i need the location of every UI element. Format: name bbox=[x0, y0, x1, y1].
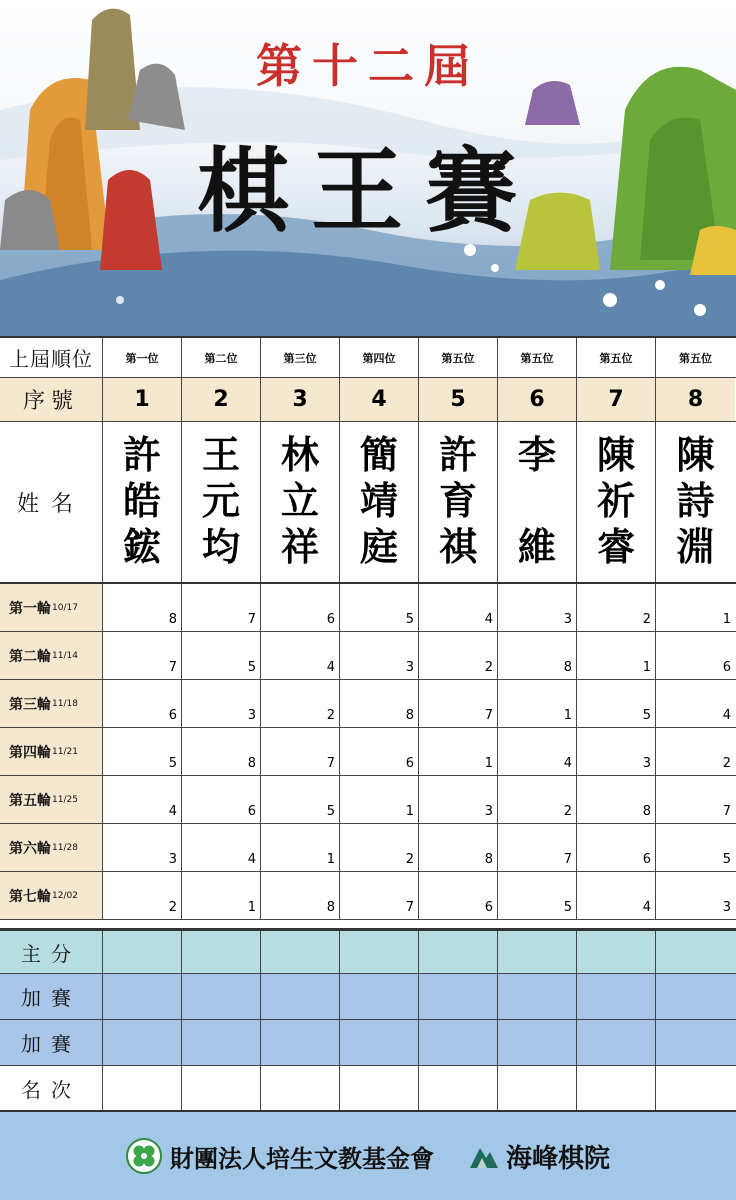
round-row bbox=[0, 776, 736, 824]
name-char: 均 bbox=[201, 524, 240, 569]
clover-icon bbox=[126, 1138, 162, 1174]
seed-cell: 7 bbox=[577, 378, 656, 421]
table-number-cell: 4 bbox=[498, 728, 577, 775]
tiebreak-label: 加賽 bbox=[0, 1020, 103, 1065]
round-date: 10/17 bbox=[52, 602, 78, 613]
tiebreak-cell bbox=[340, 974, 419, 1019]
table-number-cell: 3 bbox=[577, 728, 656, 775]
table-number-cell: 3 bbox=[722, 900, 731, 915]
table-number-cell: 5 bbox=[498, 872, 577, 919]
name-char: 李 bbox=[517, 432, 556, 477]
table-number-cell: 7 bbox=[261, 728, 340, 775]
round-name: 第一輪 bbox=[9, 600, 51, 617]
tournament-title: 棋王賽 bbox=[196, 137, 539, 245]
prev-rank-cell: 第三位 bbox=[261, 338, 340, 377]
prev-rank-cell: 第五位 bbox=[498, 338, 577, 377]
placement-cell bbox=[340, 1066, 419, 1110]
table-number-cell: 3 bbox=[498, 584, 577, 631]
score-cell bbox=[577, 931, 656, 973]
round-label bbox=[0, 584, 103, 631]
seed-cell: 2 bbox=[182, 378, 261, 421]
tiebreak-cell bbox=[498, 1020, 577, 1065]
round-name: 第六輪 bbox=[9, 840, 51, 857]
score-cell bbox=[261, 931, 340, 973]
name-char: 立 bbox=[280, 478, 319, 523]
name-char: 許 bbox=[122, 432, 161, 477]
round-name: 第五輪 bbox=[9, 792, 51, 809]
table-number-cell: 2 bbox=[261, 680, 340, 727]
table-number-cell: 7 bbox=[498, 824, 577, 871]
tiebreak-cell bbox=[340, 1020, 419, 1065]
placement-cell bbox=[498, 1066, 577, 1110]
score-cell bbox=[419, 931, 498, 973]
prev-rank-cell: 第四位 bbox=[340, 338, 419, 377]
table-number-cell: 4 bbox=[261, 632, 340, 679]
player-name bbox=[656, 422, 735, 582]
table-number-cell: 8 bbox=[577, 776, 656, 823]
player-name bbox=[340, 422, 419, 582]
table-number-cell: 7 bbox=[340, 872, 419, 919]
placement-cell bbox=[656, 1066, 735, 1110]
player-name bbox=[261, 422, 340, 582]
table-number-cell: 3 bbox=[103, 824, 182, 871]
round-name: 第七輪 bbox=[9, 888, 51, 905]
tiebreak-cell bbox=[419, 1020, 498, 1065]
table-number-cell: 2 bbox=[498, 776, 577, 823]
table-number-cell: 5 bbox=[722, 852, 731, 867]
placement-cell bbox=[103, 1066, 182, 1110]
round-name: 第二輪 bbox=[9, 648, 51, 665]
table-number-cell: 6 bbox=[577, 824, 656, 871]
table-number-cell: 6 bbox=[182, 776, 261, 823]
tiebreak-cell bbox=[182, 974, 261, 1019]
tiebreak-label: 加賽 bbox=[0, 974, 103, 1019]
name-char: 簡 bbox=[359, 432, 398, 477]
name-char: 陳 bbox=[676, 432, 715, 477]
prev-rank-label: 上屆順位 bbox=[0, 338, 103, 377]
table-number-cell: 1 bbox=[340, 776, 419, 823]
footer bbox=[0, 1112, 736, 1200]
round-label bbox=[0, 776, 103, 823]
tiebreak-cell bbox=[103, 974, 182, 1019]
player-name bbox=[103, 422, 182, 582]
placement-label: 名次 bbox=[0, 1066, 103, 1110]
table-number-cell: 8 bbox=[103, 584, 182, 631]
round-label bbox=[0, 632, 103, 679]
score-cell bbox=[182, 931, 261, 973]
tiebreak-cell bbox=[419, 974, 498, 1019]
main-score-label: 主分 bbox=[0, 931, 103, 973]
score-cell bbox=[340, 931, 419, 973]
placement-cell bbox=[577, 1066, 656, 1110]
player-name bbox=[419, 422, 498, 582]
placement-cell bbox=[419, 1066, 498, 1110]
name-label: 姓名 bbox=[0, 422, 103, 582]
name-char: 林 bbox=[280, 432, 319, 477]
seed-cell: 3 bbox=[261, 378, 340, 421]
name-char: 睿 bbox=[596, 524, 635, 569]
table-number-cell: 5 bbox=[340, 584, 419, 631]
tiebreak-row-1 bbox=[0, 974, 736, 1020]
round-row bbox=[0, 872, 736, 920]
round-row bbox=[0, 584, 736, 632]
player-name bbox=[577, 422, 656, 582]
table-number-cell: 8 bbox=[340, 680, 419, 727]
round-date: 11/14 bbox=[52, 650, 78, 661]
tiebreak-cell bbox=[498, 974, 577, 1019]
tiebreak-cell bbox=[577, 1020, 656, 1065]
organization-name: 財團法人培生文教基金會 bbox=[169, 1144, 434, 1173]
main-score-row bbox=[0, 928, 736, 974]
prev-rank-cell: 第二位 bbox=[182, 338, 261, 377]
round-label bbox=[0, 728, 103, 775]
prev-rank-cell: 第五位 bbox=[679, 351, 712, 365]
table-number-cell: 4 bbox=[182, 824, 261, 871]
prev-rank-cell: 第五位 bbox=[419, 338, 498, 377]
table-number-cell: 5 bbox=[577, 680, 656, 727]
name-char: 維 bbox=[517, 524, 556, 569]
name-char: 靖 bbox=[359, 478, 398, 523]
seed-cell: 4 bbox=[340, 378, 419, 421]
table-number-cell: 4 bbox=[103, 776, 182, 823]
round-date: 12/02 bbox=[52, 890, 78, 901]
tiebreak-cell bbox=[261, 1020, 340, 1065]
prev-rank-cell: 第一位 bbox=[103, 338, 182, 377]
round-date: 11/21 bbox=[52, 746, 78, 757]
tiebreak-cell bbox=[577, 974, 656, 1019]
table-number-cell: 5 bbox=[103, 728, 182, 775]
name-char: 王 bbox=[201, 432, 240, 477]
banner bbox=[0, 0, 736, 336]
table-number-cell: 1 bbox=[722, 612, 731, 627]
seed-cell: 1 bbox=[103, 378, 182, 421]
player-name bbox=[498, 422, 577, 582]
table-number-cell: 7 bbox=[103, 632, 182, 679]
score-cell bbox=[103, 931, 182, 973]
go-hall bbox=[468, 1138, 610, 1175]
round-row bbox=[0, 728, 736, 776]
round-name: 第三輪 bbox=[9, 696, 51, 713]
table-number-cell: 6 bbox=[103, 680, 182, 727]
table-number-cell: 8 bbox=[182, 728, 261, 775]
name-char: 祈 bbox=[596, 478, 635, 523]
table-number-cell: 2 bbox=[340, 824, 419, 871]
tiebreak-cell bbox=[261, 974, 340, 1019]
table-number-cell: 4 bbox=[722, 708, 731, 723]
table-number-cell: 1 bbox=[182, 872, 261, 919]
go-hall-name: 海峰棋院 bbox=[505, 1143, 610, 1174]
table-number-cell: 2 bbox=[722, 756, 731, 771]
prev-rank-row bbox=[0, 336, 736, 378]
edition-title: 第十二屆 bbox=[256, 39, 480, 93]
table-number-cell: 6 bbox=[419, 872, 498, 919]
name-char: 育 bbox=[438, 478, 477, 523]
table-number-cell: 6 bbox=[261, 584, 340, 631]
table-number-cell: 2 bbox=[419, 632, 498, 679]
score-cell bbox=[498, 931, 577, 973]
table-number-cell: 6 bbox=[340, 728, 419, 775]
name-row bbox=[0, 422, 736, 584]
table-number-cell: 8 bbox=[261, 872, 340, 919]
table-number-cell: 1 bbox=[498, 680, 577, 727]
table-number-cell: 7 bbox=[419, 680, 498, 727]
seed-cell: 8 bbox=[656, 378, 735, 421]
table-number-cell: 4 bbox=[419, 584, 498, 631]
seed-row bbox=[0, 378, 736, 422]
name-char: 元 bbox=[201, 478, 240, 523]
table-number-cell: 1 bbox=[261, 824, 340, 871]
score-cell bbox=[656, 931, 735, 973]
table-number-cell: 3 bbox=[340, 632, 419, 679]
placement-cell bbox=[182, 1066, 261, 1110]
table-number-cell: 3 bbox=[182, 680, 261, 727]
round-row bbox=[0, 680, 736, 728]
name-char: 許 bbox=[438, 432, 477, 477]
round-row bbox=[0, 632, 736, 680]
table-number-cell: 2 bbox=[103, 872, 182, 919]
player-name bbox=[182, 422, 261, 582]
table-number-cell: 5 bbox=[182, 632, 261, 679]
table-number-cell: 5 bbox=[261, 776, 340, 823]
mountain-logo-icon bbox=[468, 1142, 500, 1170]
placement-cell bbox=[261, 1066, 340, 1110]
tiebreak-cell bbox=[182, 1020, 261, 1065]
table-number-cell: 1 bbox=[419, 728, 498, 775]
name-char: 祥 bbox=[280, 524, 319, 569]
table-number-cell: 2 bbox=[577, 584, 656, 631]
table-number-cell: 7 bbox=[722, 804, 731, 819]
table-number-cell: 6 bbox=[722, 660, 731, 675]
table-number-cell: 8 bbox=[498, 632, 577, 679]
round-label bbox=[0, 872, 103, 919]
seed-label: 序號 bbox=[0, 378, 103, 421]
name-char: 陳 bbox=[596, 432, 635, 477]
tiebreak-row-2 bbox=[0, 1020, 736, 1066]
table-number-cell: 7 bbox=[182, 584, 261, 631]
table-number-cell: 3 bbox=[419, 776, 498, 823]
tiebreak-cell bbox=[103, 1020, 182, 1065]
tiebreak-cell bbox=[656, 1020, 735, 1065]
round-name: 第四輪 bbox=[9, 744, 51, 761]
round-date: 11/28 bbox=[52, 842, 78, 853]
round-row bbox=[0, 824, 736, 872]
seed-cell: 6 bbox=[498, 378, 577, 421]
name-char: 詩 bbox=[676, 478, 715, 523]
placement-row bbox=[0, 1066, 736, 1112]
table-number-cell: 1 bbox=[577, 632, 656, 679]
prev-rank-cell: 第五位 bbox=[577, 338, 656, 377]
organization bbox=[126, 1138, 434, 1174]
round-label bbox=[0, 824, 103, 871]
round-date: 11/25 bbox=[52, 794, 78, 805]
name-char: 祺 bbox=[438, 524, 477, 569]
name-char: 皓 bbox=[122, 478, 161, 523]
tiebreak-cell bbox=[656, 974, 735, 1019]
round-date: 11/18 bbox=[52, 698, 78, 709]
round-label bbox=[0, 680, 103, 727]
table-number-cell: 4 bbox=[577, 872, 656, 919]
name-char: 庭 bbox=[359, 524, 398, 569]
table-number-cell: 8 bbox=[419, 824, 498, 871]
name-char: 鋐 bbox=[122, 524, 161, 569]
seed-cell: 5 bbox=[419, 378, 498, 421]
name-char: 淵 bbox=[676, 524, 715, 569]
